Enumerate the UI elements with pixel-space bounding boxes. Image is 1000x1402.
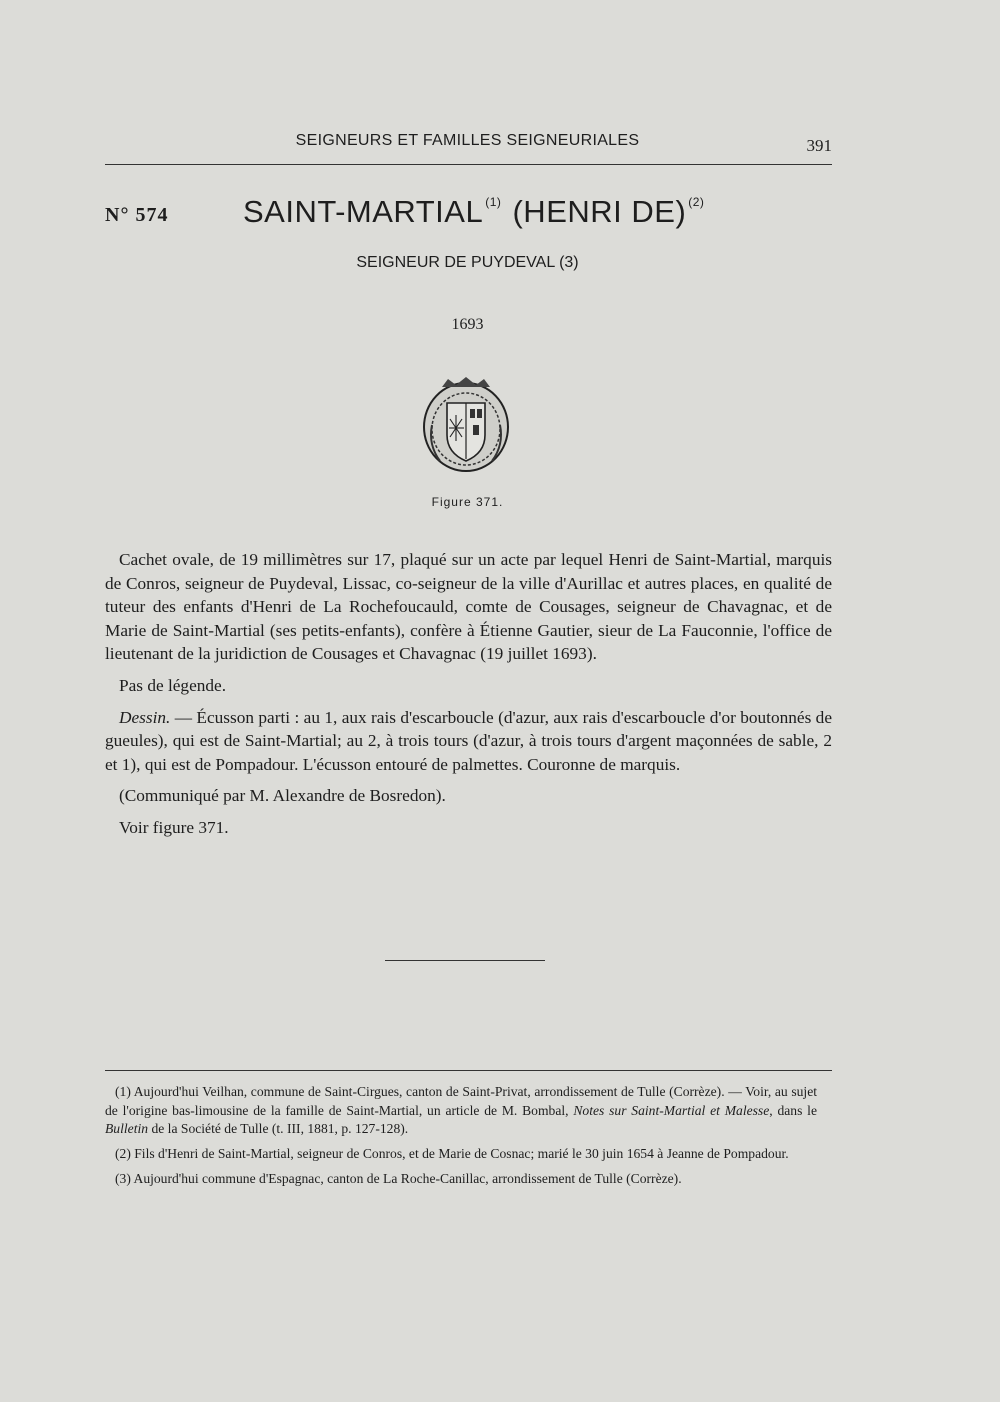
paragraph-legend: Pas de légende. [119, 675, 227, 695]
footnote-1-title: Notes sur Saint-Martial et Malesse [573, 1102, 770, 1118]
footnote-1-text: (1) Aujourd'hui Veilhan, commune de Saint-Cirgues, canton de Saint-Privat, arrondissement de Tulle (Corrèze). — Voir, au sujet de l'origine bas-limousine de la famille de Saint-Martial, un article de M. Bombal, [105, 1084, 817, 1118]
footnote-1 [105, 1083, 817, 1139]
dessin-label: Dessin. [119, 707, 171, 727]
entry-year: 1693 [451, 316, 484, 333]
section-divider [385, 960, 545, 961]
footnote-ref-2: (2) [688, 195, 705, 209]
dessin-text: — Écusson parti : au 1, aux rais d'escarboucle (d'azur, aux rais d'escarboucle d'or boutonnés de gueules), qui est de Saint-Martial; au 2, à trois tours (d'azur, à trois tours d'argent maçonnées de sable, 2 et 1), qui est de Pompadour. L'écusson entouré de palmettes. Couronne de marquis. [105, 707, 832, 774]
entry-title-main: SAINT-MARTIAL [243, 194, 484, 229]
running-head [105, 132, 830, 158]
page-number: 391 [806, 136, 832, 155]
footnote-1-text-c: de la Société de Tulle (t. III, 1881, p. 127-128). [148, 1121, 409, 1137]
paragraph-credit: (Communiqué par M. Alexandre de Bosredon). [119, 786, 446, 806]
body-text [105, 548, 832, 848]
footnote-3: (3) Aujourd'hui commune d'Espagnac, canton de La Roche-Canillac, arrondissement de Tulle (Corrèze). [115, 1170, 682, 1186]
seal-image [420, 375, 512, 475]
footnote-1-bulletin: Bulletin [105, 1121, 149, 1137]
header-divider [105, 164, 832, 165]
entry-title [243, 194, 706, 230]
entry-title-rest: (HENRI DE) [503, 194, 687, 229]
footnotes [105, 1083, 817, 1195]
footnote-ref-1: (1) [485, 195, 502, 209]
figure-caption: Figure 371. [431, 495, 504, 509]
entry-subtitle: SEIGNEUR DE PUYDEVAL (3) [356, 254, 579, 271]
footnote-2: (2) Fils d'Henri de Saint-Martial, seigneur de Conros, et de Marie de Cosnac; marié le 30 juin 1654 à Jeanne de Pompadour. [115, 1146, 789, 1162]
paragraph-dessin [105, 706, 832, 777]
footnote-1-text-b: , dans le [769, 1102, 817, 1118]
footnote-divider [105, 1070, 832, 1071]
running-head-title: SEIGNEURS ET FAMILLES SEIGNEURIALES [295, 132, 640, 149]
paragraph-see-figure: Voir figure 371. [119, 817, 229, 837]
paragraph-description: Cachet ovale, de 19 millimètres sur 17, plaqué sur un acte par lequel Henri de Saint-Martial, marquis de Conros, seigneur de Puydeval, Lissac, co-seigneur de la ville d'Aurillac et autres places, en qualité de tuteur des enfants d'Henri de La Rochefoucauld, comte de Cousages, seigneur de Chavagnac, et de Marie de Saint-Martial (ses petits-enfants), confère à Étienne Gautier, sieur de La Fauconnie, l'office de lieutenant de la juridiction de Cousages et Chavagnac (19 juillet 1693). [105, 550, 832, 664]
entry-number: N° 574 [105, 204, 169, 226]
